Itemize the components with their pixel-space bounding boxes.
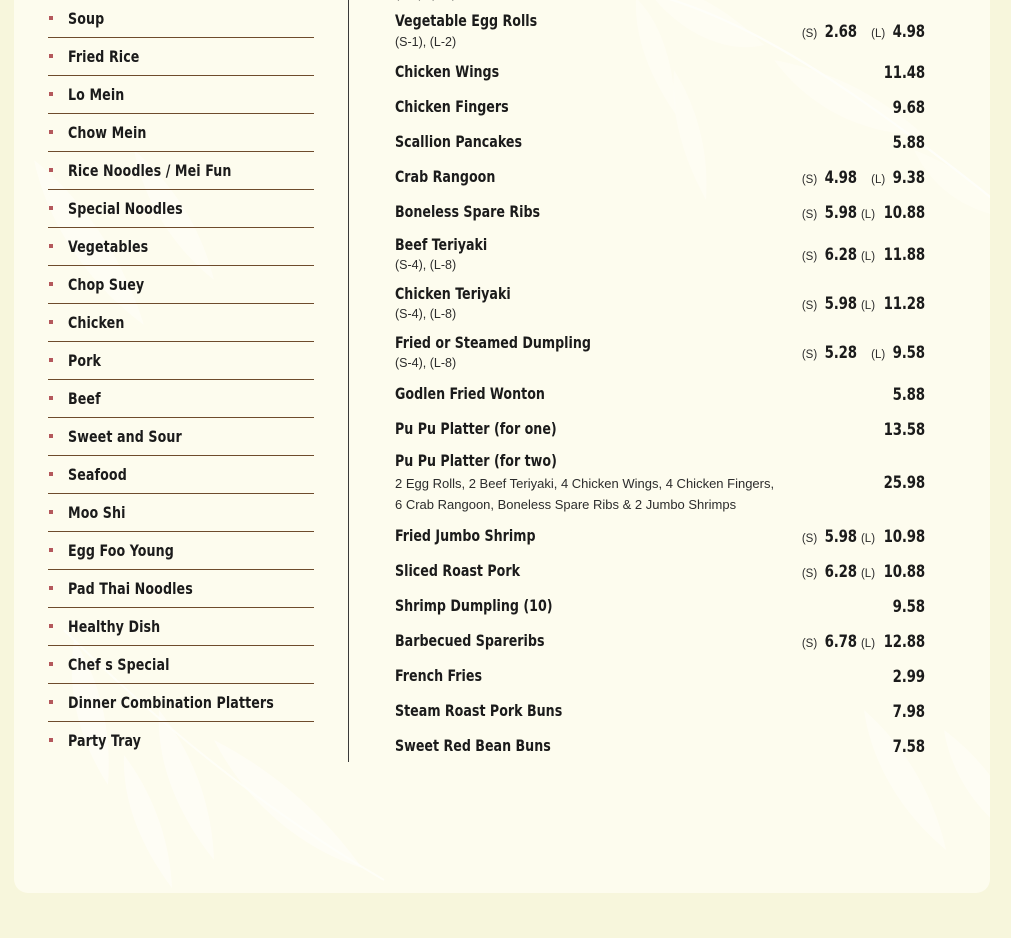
sidebar-item-label: Egg Foo Young	[68, 540, 174, 560]
menu-row[interactable]	[395, 694, 925, 729]
price-group	[783, 737, 925, 756]
sidebar-item-label: Party Tray	[68, 731, 142, 750]
item-name: Beef Teriyaki	[395, 234, 488, 254]
price-group	[783, 527, 925, 546]
price-value-large: 11.88	[883, 245, 925, 265]
menu-row[interactable]	[395, 519, 925, 554]
sidebar-item-label: Rice Noodles / Mei Fun	[68, 160, 232, 180]
menu-row[interactable]	[395, 230, 925, 279]
price-group	[783, 168, 925, 187]
sidebar-item-label: Chop Suey	[68, 274, 145, 294]
bullet-icon	[49, 700, 53, 704]
bullet-icon	[49, 130, 53, 134]
price-value-small: 6.78	[824, 631, 857, 651]
price-value-single: 25.98	[883, 473, 925, 493]
price-group	[783, 63, 925, 82]
category-sidebar	[48, 0, 314, 760]
menu-page-card	[14, 0, 990, 893]
sidebar-item-moo-shi[interactable]	[48, 494, 314, 532]
item-name: Chicken Wings	[395, 62, 500, 82]
menu-row[interactable]	[395, 589, 925, 624]
size-tag-large: (L)	[860, 532, 876, 545]
price-small	[783, 245, 857, 264]
price-large	[857, 203, 925, 222]
sidebar-item-special-noodles[interactable]	[48, 190, 314, 228]
bullet-icon	[49, 320, 53, 324]
price-large	[857, 343, 925, 362]
bullet-icon	[49, 738, 53, 742]
sidebar-item-chicken[interactable]	[48, 304, 314, 342]
bullet-icon	[49, 282, 53, 286]
price-value-single: 5.88	[892, 133, 925, 153]
price-value-single: 13.58	[883, 420, 925, 440]
sidebar-item-dinner-combination-platters[interactable]	[48, 684, 314, 722]
bullet-icon	[49, 662, 53, 666]
bullet-icon	[49, 54, 53, 58]
price-group	[783, 702, 925, 721]
sidebar-item-sweet-and-sour[interactable]	[48, 418, 314, 456]
item-name: Barbecued Spareribs	[395, 630, 545, 650]
item-name: Chicken Fingers	[395, 97, 509, 117]
price-small	[783, 527, 857, 546]
price-group	[783, 562, 925, 581]
item-name: Boneless Spare Ribs	[395, 202, 541, 222]
sidebar-item-label: Special Noodles	[68, 198, 183, 218]
menu-row[interactable]	[395, 125, 925, 160]
price-group	[783, 667, 925, 686]
sidebar-item-pork[interactable]	[48, 342, 314, 380]
price-value-single: 11.48	[883, 63, 925, 83]
sidebar-item-healthy-dish[interactable]	[48, 608, 314, 646]
item-name: Fried or Steamed Dumpling	[395, 332, 591, 352]
bullet-icon	[49, 92, 53, 96]
sidebar-item-label: Sweet and Sour	[68, 426, 182, 446]
price-value-large: 12.88	[883, 631, 925, 651]
bullet-icon	[49, 434, 53, 438]
price-value-large: 10.88	[883, 561, 925, 581]
item-size-note: (S-1), (L-2)	[395, 34, 457, 49]
size-tag-small: (S)	[801, 637, 818, 650]
item-name: Shrimp Dumpling (10)	[395, 595, 553, 615]
item-name: Sweet Red Bean Buns	[395, 735, 551, 755]
price-small	[783, 22, 857, 41]
size-tag-large: (L)	[871, 27, 886, 40]
price-value-small: 5.98	[824, 203, 857, 223]
item-name: Vegetable Egg Rolls	[395, 11, 538, 31]
sidebar-item-chef-s-special[interactable]	[48, 646, 314, 684]
menu-row[interactable]	[395, 554, 925, 589]
sidebar-item-vegetables[interactable]	[48, 228, 314, 266]
sidebar-item-label: Seafood	[68, 464, 127, 484]
item-size-note: (S-4), (L-8)	[395, 307, 457, 322]
size-tag-small: (S)	[801, 300, 818, 313]
sidebar-item-label: Chicken	[68, 312, 125, 332]
price-group	[783, 98, 925, 117]
price-single	[783, 98, 925, 117]
size-tag-small: (S)	[801, 567, 818, 580]
menu-row[interactable]	[395, 55, 925, 90]
price-value-small: 6.28	[824, 245, 857, 265]
size-tag-small: (S)	[801, 251, 818, 264]
menu-row[interactable]	[395, 328, 925, 377]
sidebar-item-label: Pork	[68, 350, 102, 370]
sidebar-item-label: Dinner Combination Platters	[68, 692, 274, 712]
price-single	[783, 473, 925, 492]
size-tag-small: (S)	[801, 27, 818, 40]
item-name: Pu Pu Platter (for one)	[395, 419, 557, 439]
price-large	[857, 632, 925, 651]
price-single	[783, 597, 925, 616]
sidebar-item-rice-noodles-mei-fun[interactable]	[48, 152, 314, 190]
price-value-small: 5.98	[824, 526, 857, 546]
sidebar-item-label: Fried Rice	[68, 46, 140, 66]
price-group	[783, 245, 925, 264]
menu-row[interactable]	[395, 160, 925, 195]
price-large	[857, 245, 925, 264]
item-name: Scallion Pancakes	[395, 132, 523, 152]
sidebar-item-label: Vegetables	[68, 236, 149, 256]
bullet-icon	[49, 168, 53, 172]
sidebar-item-label: Pad Thai Noodles	[68, 578, 193, 598]
price-value-single: 2.99	[892, 666, 925, 686]
item-name: Fried Jumbo Shrimp	[395, 525, 536, 545]
menu-row[interactable]	[395, 447, 925, 519]
price-value-single: 5.88	[892, 385, 925, 405]
price-single	[783, 702, 925, 721]
menu-row[interactable]	[395, 659, 925, 694]
item-name: Crab Rangoon	[395, 167, 496, 187]
price-group	[783, 632, 925, 651]
sidebar-item-label: Soup	[68, 8, 105, 28]
menu-row[interactable]	[395, 90, 925, 125]
menu-row[interactable]	[395, 412, 925, 447]
price-small	[783, 203, 857, 222]
item-name: Pu Pu Platter (for two)	[395, 451, 557, 471]
price-value-large: 10.88	[883, 203, 925, 223]
size-tag-small: (S)	[801, 349, 818, 362]
price-group	[783, 133, 925, 152]
sidebar-item-label: Chef s Special	[68, 654, 170, 674]
price-group	[783, 473, 925, 492]
size-tag-small: (S)	[801, 174, 818, 187]
sidebar-item-seafood[interactable]	[48, 456, 314, 494]
menu-row[interactable]	[395, 0, 925, 7]
size-tag-large: (L)	[860, 300, 876, 313]
bullet-icon	[49, 510, 53, 514]
sidebar-item-label: Lo Mein	[68, 84, 125, 104]
bullet-icon	[49, 586, 53, 590]
price-value-small: 5.98	[824, 294, 857, 314]
price-value-single: 7.58	[892, 736, 925, 756]
price-single	[783, 133, 925, 152]
sidebar-item-chow-mein[interactable]	[48, 114, 314, 152]
item-description: 2 Egg Rolls, 2 Beef Teriyaki, 4 Chicken Wings, 4 Chicken Fingers, 6 Crab Rangoon, Boneless Spare Ribs & 2 Jumbo Shrimps	[395, 475, 775, 512]
sidebar-item-egg-foo-young[interactable]	[48, 532, 314, 570]
price-value-large: 9.38	[892, 168, 925, 188]
price-value-single: 9.58	[892, 596, 925, 616]
size-tag-large: (L)	[860, 637, 876, 650]
price-value-small: 5.28	[824, 343, 857, 363]
size-tag-small: (S)	[801, 532, 818, 545]
size-tag-large: (L)	[860, 251, 876, 264]
size-tag-large: (L)	[871, 349, 886, 362]
menu-row[interactable]	[395, 624, 925, 659]
sidebar-item-lo-mein[interactable]	[48, 76, 314, 114]
price-value-single: 9.68	[892, 98, 925, 118]
sidebar-item-pad-thai-noodles[interactable]	[48, 570, 314, 608]
price-small	[783, 343, 857, 362]
price-large	[857, 168, 925, 187]
price-single	[783, 737, 925, 756]
bullet-icon	[49, 472, 53, 476]
price-large	[857, 294, 925, 313]
price-group	[783, 597, 925, 616]
price-single	[783, 385, 925, 404]
item-name: Chicken Teriyaki	[395, 283, 511, 303]
sidebar-item-party-tray[interactable]	[48, 722, 314, 760]
item-name: Godlen Fried Wonton	[395, 384, 545, 404]
item-size-note	[395, 0, 925, 3]
size-tag-small: (S)	[801, 209, 818, 222]
menu-row[interactable]	[395, 195, 925, 230]
sidebar-item-label: Healthy Dish	[68, 616, 161, 636]
price-value-large: 11.28	[883, 294, 925, 314]
bullet-icon	[49, 206, 53, 210]
item-name: Steam Roast Pork Buns	[395, 700, 563, 720]
sidebar-item-chop-suey[interactable]	[48, 266, 314, 304]
price-single	[783, 63, 925, 82]
price-small	[783, 168, 857, 187]
price-large	[857, 22, 925, 41]
price-group	[783, 420, 925, 439]
column-divider	[348, 0, 349, 762]
price-group	[783, 203, 925, 222]
price-value-large: 4.98	[892, 21, 925, 41]
bullet-icon	[49, 244, 53, 248]
price-group	[783, 294, 925, 313]
price-small	[783, 294, 857, 313]
menu-row[interactable]	[395, 7, 925, 55]
price-value-large: 9.58	[892, 343, 925, 363]
price-value-small: 6.28	[824, 561, 857, 581]
price-group	[783, 343, 925, 362]
price-group	[783, 22, 925, 41]
bullet-icon	[49, 16, 53, 20]
bullet-icon	[49, 358, 53, 362]
price-value-large: 10.98	[883, 526, 925, 546]
item-size-note: (S-4), (L-8)	[395, 258, 457, 273]
menu-item-list	[395, 0, 925, 764]
size-tag-large: (L)	[860, 567, 876, 580]
price-value-small: 4.98	[824, 168, 857, 188]
sidebar-item-label: Beef	[68, 388, 101, 408]
price-small	[783, 632, 857, 651]
price-small	[783, 562, 857, 581]
item-size-note: (S-4), (L-8)	[395, 356, 457, 371]
bullet-icon	[49, 548, 53, 552]
size-tag-large: (L)	[871, 174, 886, 187]
price-value-single: 7.98	[892, 701, 925, 721]
price-large	[857, 527, 925, 546]
bullet-icon	[49, 624, 53, 628]
price-value-small: 2.68	[824, 21, 857, 41]
size-tag-large: (L)	[860, 209, 876, 222]
price-single	[783, 420, 925, 439]
sidebar-item-label: Chow Mein	[68, 122, 147, 142]
price-single	[783, 667, 925, 686]
menu-row[interactable]	[395, 729, 925, 764]
price-large	[857, 562, 925, 581]
sidebar-item-label: Moo Shi	[68, 502, 126, 522]
item-name: French Fries	[395, 665, 483, 685]
price-group	[783, 385, 925, 404]
sidebar-item-soup[interactable]	[48, 0, 314, 38]
menu-row[interactable]	[395, 377, 925, 412]
item-name: Sliced Roast Pork	[395, 560, 521, 580]
bullet-icon	[49, 396, 53, 400]
sidebar-item-fried-rice[interactable]	[48, 38, 314, 76]
menu-row[interactable]	[395, 279, 925, 328]
sidebar-item-beef[interactable]	[48, 380, 314, 418]
